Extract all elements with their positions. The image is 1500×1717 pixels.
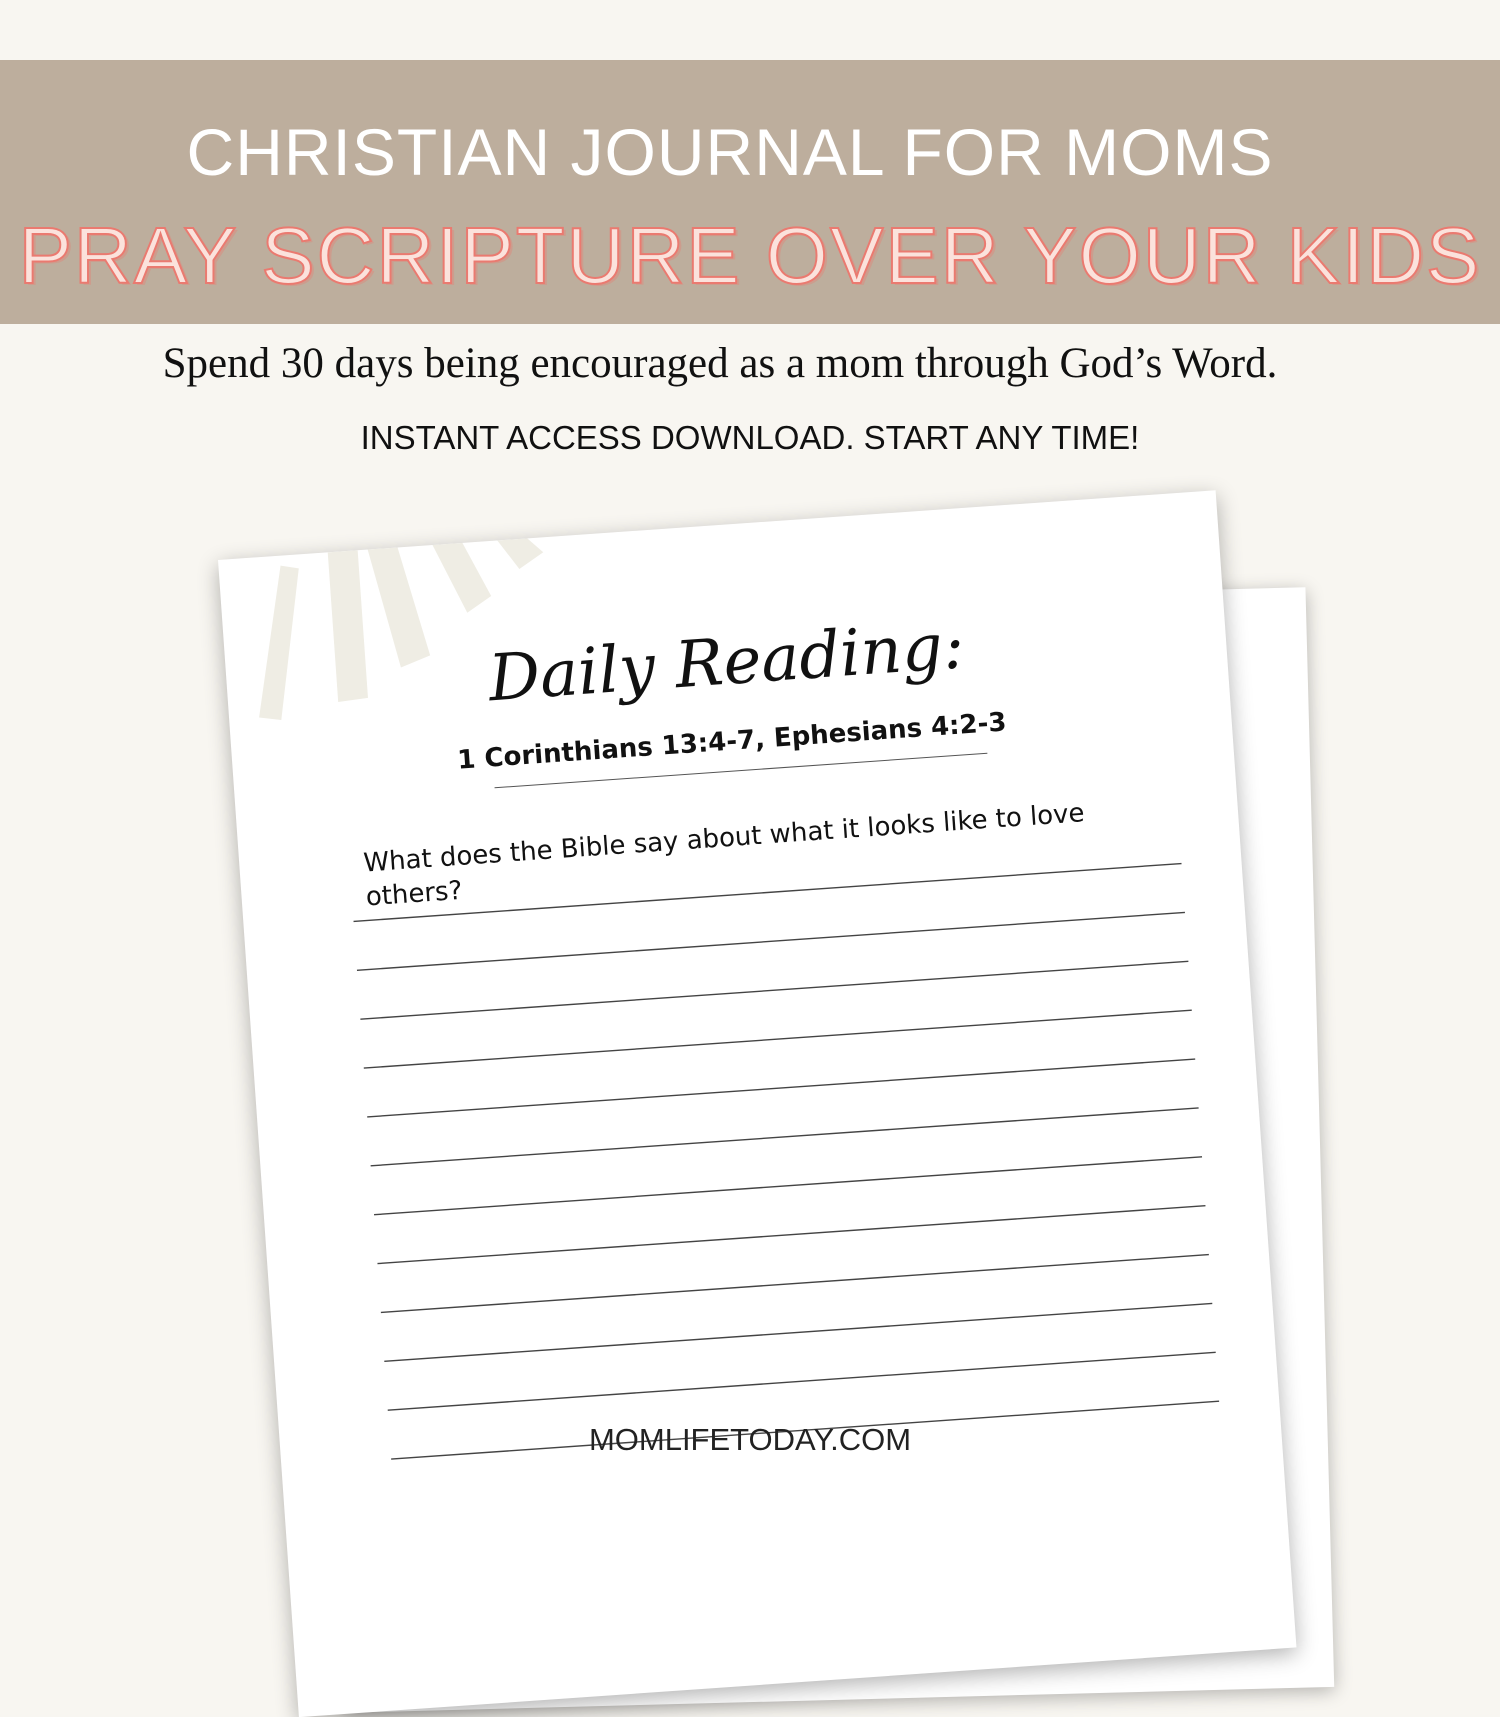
writing-line xyxy=(371,1108,1199,1166)
writing-line xyxy=(357,912,1185,970)
writing-line xyxy=(381,1255,1209,1313)
reflection-question: What does the Bible say about what it looks like to love others? xyxy=(362,798,1086,913)
worksheet-page xyxy=(218,490,1296,1717)
writing-line xyxy=(360,961,1188,1019)
daily-reading-heading: Daily Reading: xyxy=(486,609,967,717)
banner-title: CHRISTIAN JOURNAL FOR MOMS xyxy=(186,115,1274,189)
scripture-references: 1 Corinthians 13:4-7, Ephesians 4:2-3 xyxy=(456,707,1008,776)
writing-line xyxy=(377,1206,1205,1264)
tagline: Spend 30 days being encouraged as a mom through God’s Word. xyxy=(162,340,1278,387)
writing-line xyxy=(374,1157,1202,1215)
writing-line xyxy=(367,1059,1195,1117)
website-footer: MOMLIFETODAY.COM xyxy=(588,1422,912,1457)
writing-line xyxy=(354,864,1182,922)
access-note: INSTANT ACCESS DOWNLOAD. START ANY TIME! xyxy=(360,419,1140,456)
writing-line xyxy=(364,1010,1192,1068)
writing-line xyxy=(388,1352,1216,1410)
writing-lines xyxy=(218,490,1296,1717)
banner-subtitle: PRAY SCRIPTURE OVER YOUR KIDS xyxy=(18,211,1482,300)
writing-line xyxy=(384,1303,1212,1361)
